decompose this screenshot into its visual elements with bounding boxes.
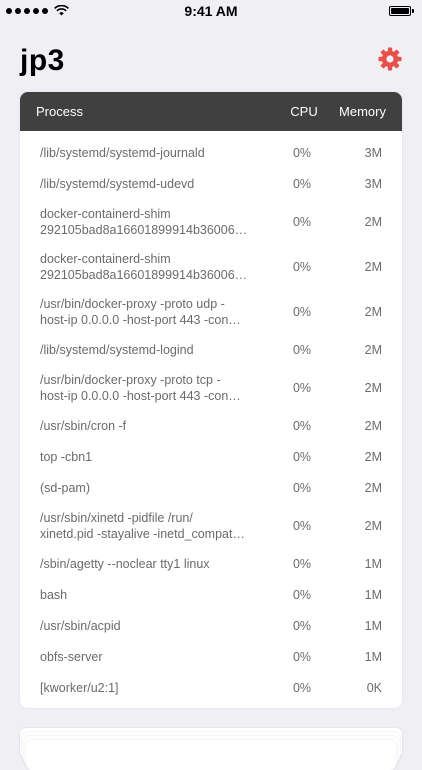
process-name: /usr/sbin/cron -f xyxy=(40,418,127,433)
process-cpu: 0% xyxy=(292,587,312,602)
table-header xyxy=(20,92,402,131)
process-cpu: 0% xyxy=(292,304,312,319)
process-cpu: 0% xyxy=(292,518,312,533)
process-name: /usr/sbin/xinetd -pidfile /run/ xinetd.pid -stayalive -inetd_compat… xyxy=(40,510,245,541)
stacked-card xyxy=(26,740,396,770)
process-cpu: 0% xyxy=(292,176,312,191)
process-name: /lib/systemd/systemd-logind xyxy=(40,342,194,357)
process-name: top -cbn1 xyxy=(40,449,93,464)
process-cpu: 0% xyxy=(292,649,312,664)
header-cpu[interactable]: CPU xyxy=(290,104,318,119)
process-name: docker-containerd-shim 292105bad8a16601899914b36006… xyxy=(40,206,248,237)
status-bar xyxy=(0,0,422,22)
app-title: jp3 xyxy=(20,44,65,77)
process-memory: 2M xyxy=(364,259,382,274)
table-row[interactable] xyxy=(20,137,402,168)
process-memory: 1M xyxy=(364,587,382,602)
table-row[interactable] xyxy=(20,503,402,548)
process-cpu: 0% xyxy=(292,145,312,160)
table-row[interactable] xyxy=(20,334,402,365)
process-name: /usr/bin/docker-proxy -proto tcp - host-ip 0.0.0.0 -host-port 443 -con… xyxy=(40,372,241,403)
header-memory[interactable]: Memory xyxy=(339,104,386,119)
process-name: (sd-pam) xyxy=(40,480,91,495)
table-row[interactable] xyxy=(20,548,402,579)
process-cpu: 0% xyxy=(292,259,312,274)
process-name: /usr/bin/docker-proxy -proto udp - host-ip 0.0.0.0 -host-port 443 -con… xyxy=(40,296,241,327)
process-memory: 1M xyxy=(364,649,382,664)
process-cpu: 0% xyxy=(292,449,312,464)
process-cpu: 0% xyxy=(292,342,312,357)
table-row[interactable] xyxy=(20,199,402,244)
process-memory: 2M xyxy=(364,214,382,229)
process-cpu: 0% xyxy=(292,618,312,633)
table-row[interactable] xyxy=(20,610,402,641)
stacked-cards[interactable] xyxy=(20,728,402,758)
gear-icon xyxy=(377,46,403,72)
header-process[interactable]: Process xyxy=(36,104,83,119)
process-cpu: 0% xyxy=(292,418,312,433)
process-name: /usr/sbin/acpid xyxy=(40,618,121,633)
process-cpu: 0% xyxy=(292,214,312,229)
process-cpu: 0% xyxy=(292,480,312,495)
process-name: docker-containerd-shim 292105bad8a16601899914b36006… xyxy=(40,251,248,282)
table-row[interactable] xyxy=(20,672,402,703)
process-name: bash xyxy=(40,587,68,602)
process-memory: 2M xyxy=(364,342,382,357)
process-memory: 0K xyxy=(366,680,382,695)
process-table-card xyxy=(20,92,402,708)
process-name: obfs-server xyxy=(40,649,103,664)
status-time: 9:41 AM xyxy=(184,3,238,19)
table-row[interactable] xyxy=(20,365,402,410)
table-row[interactable] xyxy=(20,410,402,441)
process-name: /sbin/agetty --noclear tty1 linux xyxy=(40,556,210,571)
process-memory: 2M xyxy=(364,518,382,533)
process-memory: 2M xyxy=(364,449,382,464)
process-memory: 3M xyxy=(364,145,382,160)
process-memory: 2M xyxy=(364,304,382,319)
table-row[interactable] xyxy=(20,289,402,334)
process-cpu: 0% xyxy=(292,380,312,395)
process-cpu: 0% xyxy=(292,680,312,695)
process-name: [kworker/u2:1] xyxy=(40,680,119,695)
process-cpu: 0% xyxy=(292,556,312,571)
table-row[interactable] xyxy=(20,441,402,472)
process-list xyxy=(20,131,402,703)
battery-icon xyxy=(389,6,414,16)
table-row[interactable] xyxy=(20,641,402,672)
table-row[interactable] xyxy=(20,168,402,199)
process-memory: 2M xyxy=(364,480,382,495)
process-name: /lib/systemd/systemd-journald xyxy=(40,145,205,160)
settings-button[interactable] xyxy=(377,46,403,72)
table-row[interactable] xyxy=(20,244,402,289)
process-name: /lib/systemd/systemd-udevd xyxy=(40,176,195,191)
process-memory: 1M xyxy=(364,618,382,633)
process-memory: 2M xyxy=(364,418,382,433)
process-memory: 1M xyxy=(364,556,382,571)
process-memory: 3M xyxy=(364,176,382,191)
table-row[interactable] xyxy=(20,579,402,610)
table-row[interactable] xyxy=(20,472,402,503)
process-memory: 2M xyxy=(364,380,382,395)
